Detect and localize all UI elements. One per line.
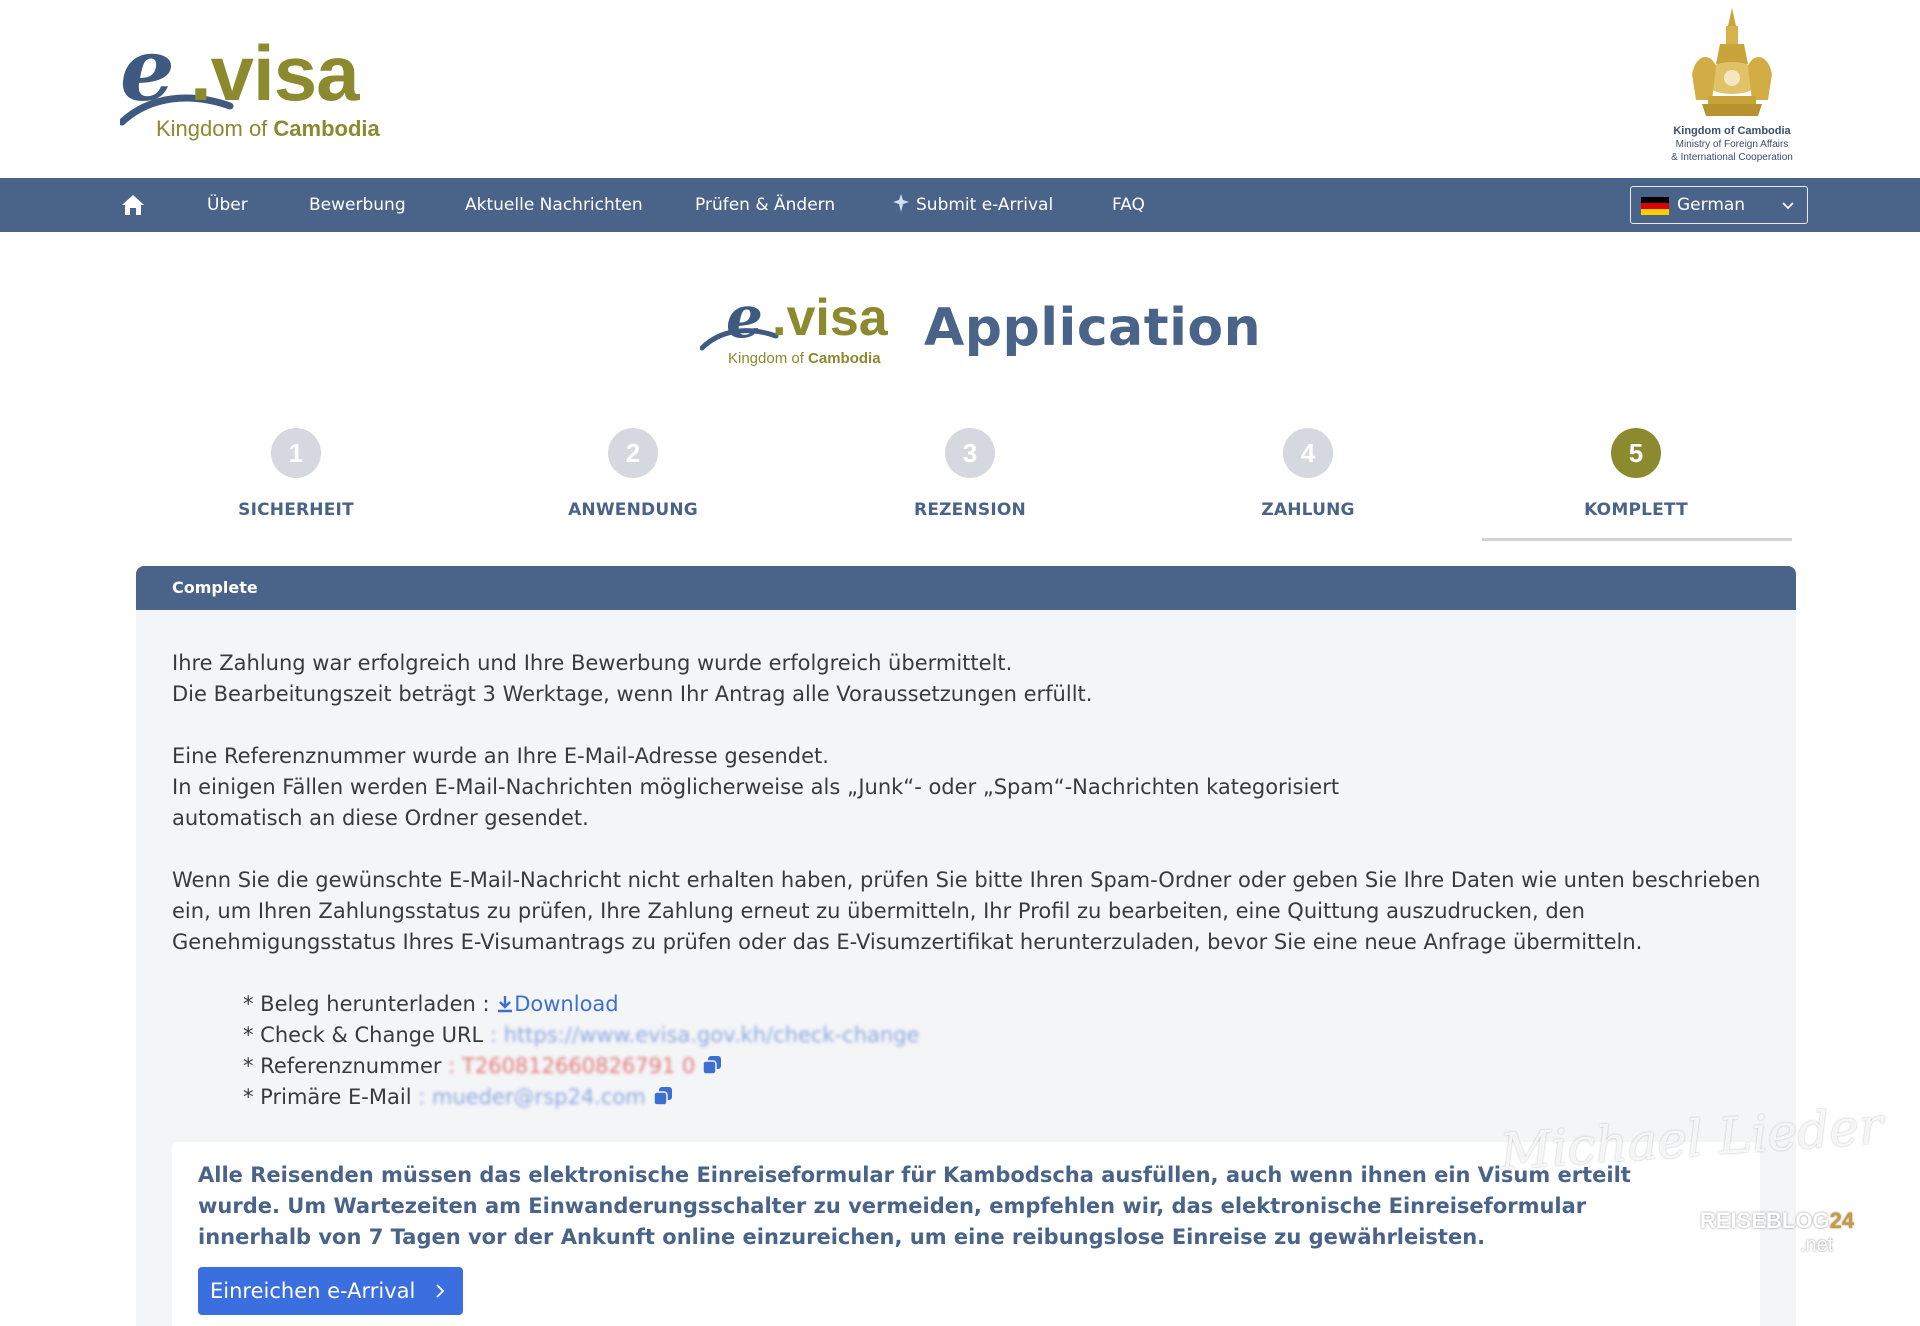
check-change-url-link[interactable]: : https://www.evisa.gov.kh/check-change [489, 1023, 920, 1047]
submit-e-arrival-button-label: Einreichen e-Arrival [210, 1279, 416, 1303]
watermark-brand-main: REISEBLOG [1700, 1208, 1830, 1233]
reference-number-value: : T260812660826791 0 [448, 1054, 696, 1078]
submit-e-arrival-button[interactable] [198, 1267, 463, 1315]
download-link[interactable] [496, 992, 618, 1016]
text-line: automatisch an diese Ordner gesendet. [172, 806, 589, 830]
paragraph-reference-email [172, 741, 1772, 834]
royal-crest-icon [1682, 4, 1782, 122]
text-line: In einigen Fällen werden E-Mail-Nachrichten möglicherweise als „Junk“- oder „Spam“-Nachrichten kategorisiert [172, 775, 1340, 799]
evisa-logo[interactable] [120, 20, 420, 148]
text-line: Eine Referenznummer wurde an Ihre E-Mail-Adresse gesendet. [172, 744, 829, 768]
logo-small-tagline-prefix: Kingdom of [728, 350, 809, 367]
language-select[interactable] [1630, 186, 1808, 224]
page-title: Application [924, 298, 1262, 358]
detail-receipt [243, 989, 1772, 1020]
step-label: KOMPLETT [1584, 500, 1688, 520]
nav-item-submit-e-arrival[interactable] [892, 178, 1053, 232]
step-label: SICHERHEIT [238, 500, 354, 520]
nav-item-bewerbung[interactable]: Bewerbung [309, 195, 406, 215]
nav-item-submit-e-arrival-label: Submit e-Arrival [916, 195, 1054, 215]
step-number: 4 [1283, 428, 1333, 478]
e-arrival-notice [172, 1142, 1760, 1326]
home-icon[interactable] [120, 192, 146, 218]
paragraph-payment-success [172, 648, 1772, 710]
flag-de-icon [1641, 197, 1669, 215]
chevron-down-icon [1781, 199, 1795, 213]
site-header [0, 0, 1920, 178]
logo-small-visa-word: .visa [772, 289, 888, 347]
download-link-label: Download [514, 992, 619, 1016]
step-number: 1 [271, 428, 321, 478]
crest-line-1: Kingdom of Cambodia [1673, 125, 1791, 137]
panel-title: Complete [136, 566, 1796, 610]
step-number: 3 [945, 428, 995, 478]
download-icon [496, 995, 514, 1013]
detail-primary-email [243, 1082, 1772, 1113]
application-heading [700, 283, 1262, 388]
ministry-crest [1652, 4, 1812, 164]
main-nav [0, 178, 1920, 232]
detail-label: * Beleg herunterladen : [243, 992, 497, 1016]
detail-label: * Primäre E-Mail [243, 1085, 412, 1109]
detail-reference-number [243, 1051, 1772, 1082]
step-komplett [1476, 426, 1796, 546]
arrival-icon [892, 193, 910, 213]
nav-item-aktuelle-nachrichten[interactable]: Aktuelle Nachrichten [465, 195, 643, 215]
logo-e-mark: e [120, 20, 175, 121]
step-sicherheit [136, 426, 456, 546]
text-line: Die Bearbeitungszeit beträgt 3 Werktage, wenn Ihr Antrag alle Voraussetzungen erfüllt. [172, 682, 1093, 706]
step-label: REZENSION [914, 500, 1026, 520]
watermark-signature: Michael Lieder [1498, 1096, 1885, 1182]
active-step-underline [1482, 538, 1792, 541]
text-line: Ihre Zahlung war erfolgreich und Ihre Bewerbung wurde erfolgreich übermittelt. [172, 651, 1013, 675]
logo-small-tagline [728, 350, 881, 367]
crest-line-2: Ministry of Foreign Affairs [1675, 139, 1789, 150]
step-label: ZAHLUNG [1261, 500, 1355, 520]
crest-line-3: & International Cooperation [1671, 152, 1793, 163]
complete-panel [136, 566, 1796, 1326]
chevron-right-icon [433, 1283, 447, 1299]
step-number: 2 [608, 428, 658, 478]
primary-email-value: : mueder@rsp24.com [418, 1085, 646, 1109]
watermark-tld: .net [1800, 1234, 1834, 1256]
nav-item-faq[interactable]: FAQ [1112, 195, 1145, 215]
progress-steps [136, 426, 1796, 546]
step-zahlung [1148, 426, 1468, 546]
logo-small-tagline-bold: Cambodia [808, 350, 881, 367]
nav-item-pruefen-aendern[interactable]: Prüfen & Ändern [695, 195, 836, 215]
logo-visa-word: .visa [190, 29, 359, 117]
step-number-active: 5 [1611, 428, 1661, 478]
step-anwendung [473, 426, 793, 546]
logo-tagline [156, 116, 380, 142]
step-label: ANWENDUNG [568, 500, 698, 520]
evisa-logo-small [700, 283, 900, 368]
step-rezension [810, 426, 1130, 546]
logo-tagline-prefix: Kingdom of [156, 116, 274, 141]
panel-body [172, 648, 1772, 1113]
detail-check-change-url [243, 1020, 1772, 1051]
copy-icon[interactable] [652, 1085, 674, 1107]
logo-tagline-bold: Cambodia [273, 116, 380, 141]
logo-small-e-mark: e [726, 283, 763, 351]
copy-icon[interactable] [701, 1054, 723, 1076]
notice-message: Alle Reisenden müssen das elektronische Einreiseformular für Kambodscha ausfüllen, auch wenn ihnen ein Visum erteilt wurde. Um Wartezeiten am Einwanderungsschalter zu vermeiden, empfehlen wir, das elektronische Einreiseformular innerhalb von 7 Tagen vor der Ankunft online einzureichen, um eine reibungslose Einreise zu gewährleisten. [198, 1163, 1631, 1249]
language-selected: German [1677, 195, 1746, 215]
paragraph-instructions: Wenn Sie die gewünschte E-Mail-Nachricht nicht erhalten haben, prüfen Sie bitte Ihren Spam-Ordner oder geben Sie Ihre Daten wie unten beschrieben ein, um Ihren Zahlungsstatus zu prüfen, Ihre Zahlung erneut zu übermitteln, Ihr Profil zu bearbeiten, eine Quittung auszudrucken, den Genehmigungsstatus Ihres E-Visumantrags zu prüfen oder das E-Visumzertifikat herunterzuladen, bevor Sie eine neue Anfrage übermitteln. [172, 868, 1761, 954]
detail-label: * Check & Change URL [243, 1023, 484, 1047]
nav-item-uber[interactable]: Über [207, 195, 248, 215]
detail-label: * Referenznummer [243, 1054, 442, 1078]
details-list [243, 989, 1772, 1113]
watermark-brand-num: 24 [1829, 1208, 1855, 1233]
